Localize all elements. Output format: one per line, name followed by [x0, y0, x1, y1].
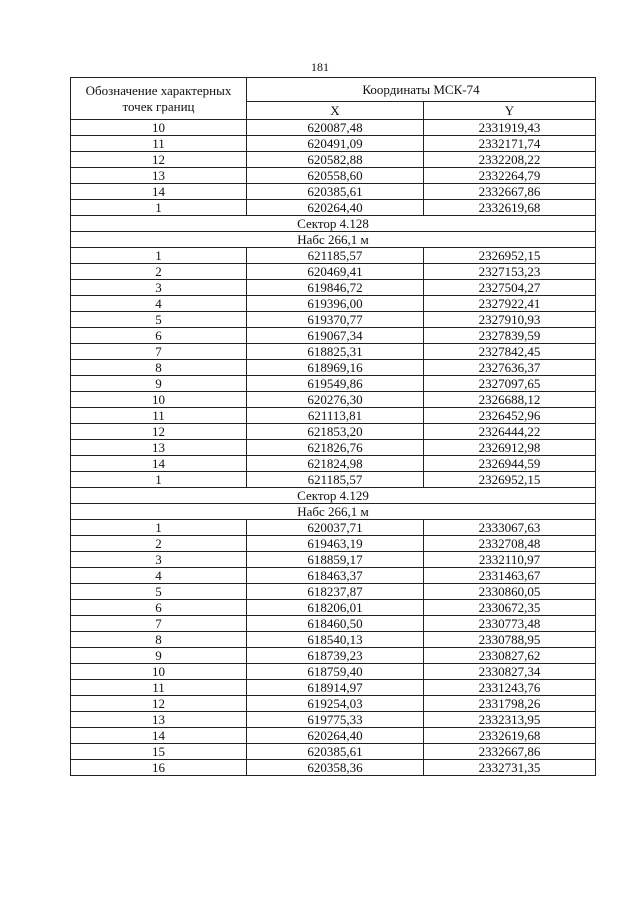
x-coordinate-cell: 619067,34: [247, 328, 424, 344]
y-coordinate-cell: 2330827,62: [424, 648, 596, 664]
table-row: [71, 152, 596, 168]
table-row: [71, 600, 596, 616]
point-number-cell: 4: [71, 296, 247, 312]
table-row: [71, 280, 596, 296]
table-row: [71, 536, 596, 552]
point-number-cell: 2: [71, 264, 247, 280]
x-coordinate-cell: 620276,30: [247, 392, 424, 408]
table-row: [71, 568, 596, 584]
point-number-cell: 11: [71, 680, 247, 696]
table-row: [71, 712, 596, 728]
table-row: [71, 360, 596, 376]
point-designation-line2: точек границ: [122, 98, 195, 114]
y-coordinate-cell: 2327153,23: [424, 264, 596, 280]
x-coordinate-cell: 618463,37: [247, 568, 424, 584]
x-coordinate-cell: 619775,33: [247, 712, 424, 728]
coordinates-header: Координаты МСК-74: [247, 78, 596, 102]
x-coordinate-cell: 620582,88: [247, 152, 424, 168]
table-row: [71, 728, 596, 744]
y-coordinate-cell: 2326952,15: [424, 248, 596, 264]
x-coordinate-cell: 619254,03: [247, 696, 424, 712]
x-coordinate-cell: 618540,13: [247, 632, 424, 648]
table-row: [71, 328, 596, 344]
table-row: [71, 168, 596, 184]
x-coordinate-cell: 621853,20: [247, 424, 424, 440]
sector-row: [71, 488, 596, 504]
table-row: [71, 632, 596, 648]
y-coordinate-cell: 2332110,97: [424, 552, 596, 568]
y-coordinate-cell: 2332731,35: [424, 760, 596, 776]
table-row: [71, 408, 596, 424]
table-row: [71, 552, 596, 568]
point-number-cell: 8: [71, 632, 247, 648]
point-number-cell: 8: [71, 360, 247, 376]
x-coordinate-cell: 620037,71: [247, 520, 424, 536]
y-coordinate-cell: 2332667,86: [424, 744, 596, 760]
y-coordinate-cell: 2330788,95: [424, 632, 596, 648]
coordinates-table: [70, 77, 596, 776]
table-row: [71, 376, 596, 392]
x-coordinate-cell: 618859,17: [247, 552, 424, 568]
x-coordinate-cell: 619463,19: [247, 536, 424, 552]
x-coordinate-cell: 618759,40: [247, 664, 424, 680]
table-header: [71, 78, 596, 120]
x-coordinate-cell: 620264,40: [247, 200, 424, 216]
x-coordinate-cell: 619549,86: [247, 376, 424, 392]
table-row: [71, 184, 596, 200]
point-number-cell: 3: [71, 280, 247, 296]
x-coordinate-cell: 618825,31: [247, 344, 424, 360]
sector-row: [71, 216, 596, 232]
y-coordinate-cell: 2327636,37: [424, 360, 596, 376]
point-number-cell: 2: [71, 536, 247, 552]
y-coordinate-cell: 2330672,35: [424, 600, 596, 616]
point-number-cell: 4: [71, 568, 247, 584]
point-number-cell: 7: [71, 344, 247, 360]
y-coordinate-cell: 2327839,59: [424, 328, 596, 344]
y-coordinate-cell: 2332708,48: [424, 536, 596, 552]
point-number-cell: 9: [71, 648, 247, 664]
x-coordinate-cell: 618739,23: [247, 648, 424, 664]
point-number-cell: 10: [71, 392, 247, 408]
table-row: [71, 584, 596, 600]
point-number-cell: 12: [71, 424, 247, 440]
y-coordinate-cell: 2326912,98: [424, 440, 596, 456]
y-coordinate-cell: 2332264,79: [424, 168, 596, 184]
y-column-header: Y: [424, 102, 596, 120]
x-coordinate-cell: 620385,61: [247, 184, 424, 200]
x-coordinate-cell: 620491,09: [247, 136, 424, 152]
table-row: [71, 456, 596, 472]
y-coordinate-cell: 2327097,65: [424, 376, 596, 392]
x-coordinate-cell: 619846,72: [247, 280, 424, 296]
table-row: [71, 680, 596, 696]
point-number-cell: 6: [71, 600, 247, 616]
table-body: [71, 120, 596, 776]
table-row: [71, 344, 596, 360]
y-coordinate-cell: 2332667,86: [424, 184, 596, 200]
point-number-cell: 1: [71, 472, 247, 488]
x-coordinate-cell: 620469,41: [247, 264, 424, 280]
height-row: [71, 232, 596, 248]
page-number: 181: [311, 60, 329, 74]
table-row: [71, 264, 596, 280]
x-coordinate-cell: 620385,61: [247, 744, 424, 760]
point-number-cell: 14: [71, 456, 247, 472]
point-number-cell: 1: [71, 248, 247, 264]
y-coordinate-cell: 2326688,12: [424, 392, 596, 408]
table-row: [71, 616, 596, 632]
x-coordinate-cell: 618914,97: [247, 680, 424, 696]
y-coordinate-cell: 2332208,22: [424, 152, 596, 168]
y-coordinate-cell: 2326944,59: [424, 456, 596, 472]
point-number-cell: 5: [71, 584, 247, 600]
table-row: [71, 120, 596, 136]
point-number-cell: 13: [71, 440, 247, 456]
y-coordinate-cell: 2327910,93: [424, 312, 596, 328]
y-coordinate-cell: 2327504,27: [424, 280, 596, 296]
table-row: [71, 760, 596, 776]
sector-title: Сектор 4.128: [71, 216, 596, 232]
y-coordinate-cell: 2331919,43: [424, 120, 596, 136]
x-coordinate-cell: 621113,81: [247, 408, 424, 424]
x-coordinate-cell: 621824,98: [247, 456, 424, 472]
x-coordinate-cell: 620087,48: [247, 120, 424, 136]
x-coordinate-cell: 619370,77: [247, 312, 424, 328]
x-coordinate-cell: 620558,60: [247, 168, 424, 184]
y-coordinate-cell: 2332171,74: [424, 136, 596, 152]
absolute-height: Набс 266,1 м: [71, 232, 596, 248]
point-number-cell: 13: [71, 712, 247, 728]
y-coordinate-cell: 2332619,68: [424, 728, 596, 744]
y-coordinate-cell: 2332313,95: [424, 712, 596, 728]
y-coordinate-cell: 2331463,67: [424, 568, 596, 584]
point-number-cell: 14: [71, 728, 247, 744]
y-coordinate-cell: 2327922,41: [424, 296, 596, 312]
y-coordinate-cell: 2331798,26: [424, 696, 596, 712]
x-coordinate-cell: 621826,76: [247, 440, 424, 456]
x-coordinate-cell: 620264,40: [247, 728, 424, 744]
point-number-cell: 6: [71, 328, 247, 344]
table-row: [71, 392, 596, 408]
y-coordinate-cell: 2331243,76: [424, 680, 596, 696]
table-row: [71, 744, 596, 760]
table-row: [71, 472, 596, 488]
y-coordinate-cell: 2330773,48: [424, 616, 596, 632]
point-number-cell: 10: [71, 120, 247, 136]
table-row: [71, 296, 596, 312]
x-coordinate-cell: 619396,00: [247, 296, 424, 312]
absolute-height: Набс 266,1 м: [71, 504, 596, 520]
point-designation-header: [71, 78, 247, 120]
x-coordinate-cell: 618206,01: [247, 600, 424, 616]
y-coordinate-cell: 2327842,45: [424, 344, 596, 360]
point-number-cell: 12: [71, 152, 247, 168]
point-number-cell: 7: [71, 616, 247, 632]
point-number-cell: 10: [71, 664, 247, 680]
table-row: [71, 696, 596, 712]
y-coordinate-cell: 2330860,05: [424, 584, 596, 600]
x-coordinate-cell: 620358,36: [247, 760, 424, 776]
y-coordinate-cell: 2333067,63: [424, 520, 596, 536]
y-coordinate-cell: 2326444,22: [424, 424, 596, 440]
point-number-cell: 13: [71, 168, 247, 184]
x-column-header: X: [247, 102, 424, 120]
sector-title: Сектор 4.129: [71, 488, 596, 504]
y-coordinate-cell: 2326452,96: [424, 408, 596, 424]
point-number-cell: 11: [71, 408, 247, 424]
x-coordinate-cell: 618237,87: [247, 584, 424, 600]
table-row: [71, 440, 596, 456]
point-number-cell: 16: [71, 760, 247, 776]
table-row: [71, 424, 596, 440]
point-number-cell: 9: [71, 376, 247, 392]
table-row: [71, 200, 596, 216]
point-number-cell: 1: [71, 520, 247, 536]
y-coordinate-cell: 2326952,15: [424, 472, 596, 488]
x-coordinate-cell: 621185,57: [247, 472, 424, 488]
point-designation-line1: Обозначение характерных: [85, 82, 232, 98]
table-row: [71, 648, 596, 664]
table-row: [71, 312, 596, 328]
point-number-cell: 12: [71, 696, 247, 712]
height-row: [71, 504, 596, 520]
table-row: [71, 136, 596, 152]
y-coordinate-cell: 2332619,68: [424, 200, 596, 216]
point-number-cell: 14: [71, 184, 247, 200]
point-number-cell: 3: [71, 552, 247, 568]
x-coordinate-cell: 621185,57: [247, 248, 424, 264]
point-number-cell: 15: [71, 744, 247, 760]
table-row: [71, 664, 596, 680]
point-number-cell: 1: [71, 200, 247, 216]
x-coordinate-cell: 618969,16: [247, 360, 424, 376]
table-row: [71, 520, 596, 536]
x-coordinate-cell: 618460,50: [247, 616, 424, 632]
table-row: [71, 248, 596, 264]
point-number-cell: 11: [71, 136, 247, 152]
y-coordinate-cell: 2330827,34: [424, 664, 596, 680]
point-number-cell: 5: [71, 312, 247, 328]
